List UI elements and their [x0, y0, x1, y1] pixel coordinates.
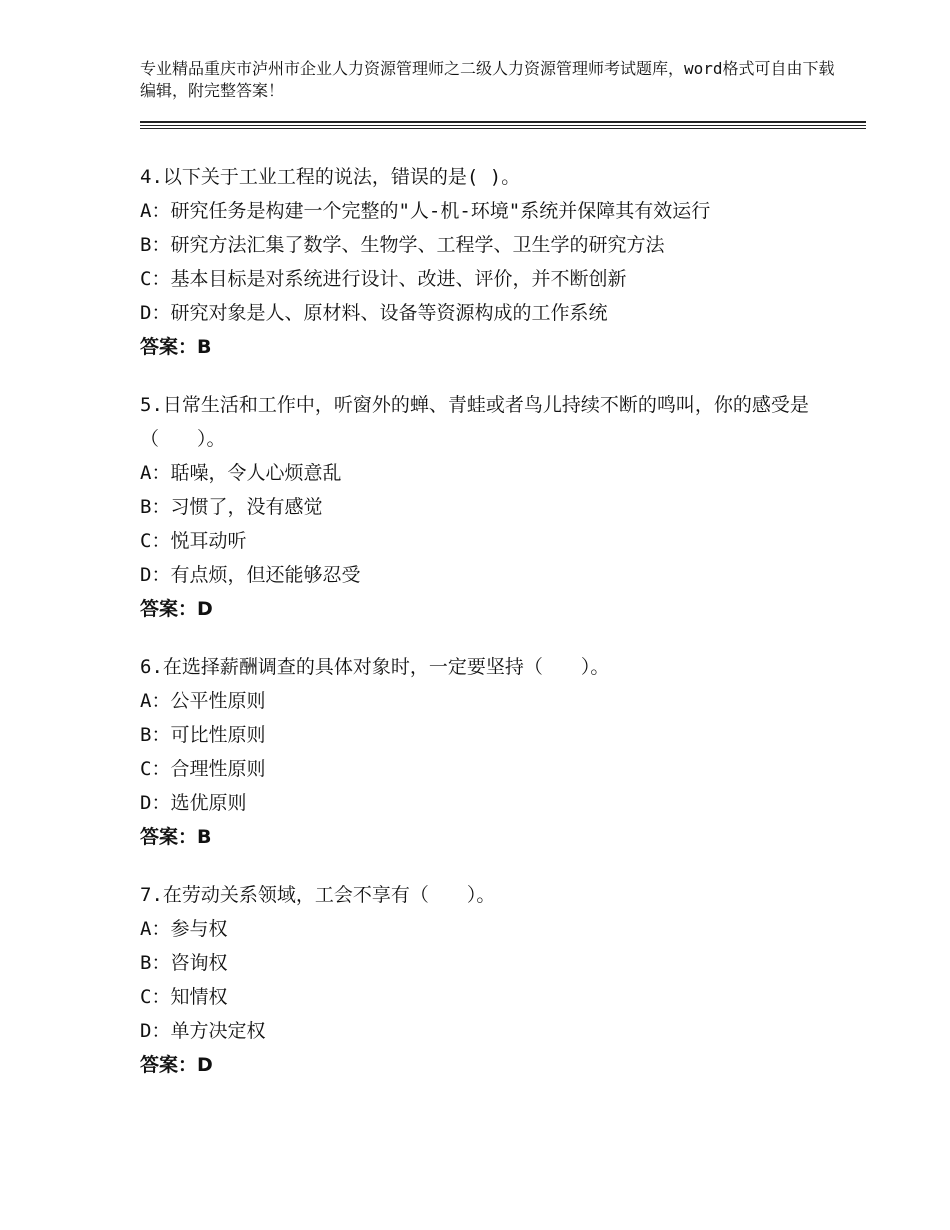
option-d: D：选优原则: [140, 792, 247, 814]
option-d: D：研究对象是人、原材料、设备等资源构成的工作系统: [140, 302, 608, 324]
option-c: C：基本目标是对系统进行设计、改进、评价，并不断创新: [140, 268, 627, 290]
question-block: [140, 878, 840, 1082]
header-divider: [140, 128, 866, 129]
option-c: C：合理性原则: [140, 758, 266, 780]
option-b: B：习惯了，没有感觉: [140, 496, 323, 518]
option-b: B：可比性原则: [140, 724, 266, 746]
question-text: 5.日常生活和工作中，听窗外的蝉、青蛙或者鸟儿持续不断的鸣叫，你的感受是（ ）。: [140, 394, 809, 450]
question-list: [140, 160, 840, 1106]
question-block: [140, 160, 840, 364]
option-b: B：咨询权: [140, 952, 228, 974]
question-text: 7.在劳动关系领域，工会不享有（ ）。: [140, 884, 496, 906]
header-divider: [140, 125, 866, 126]
option-a: A：参与权: [140, 918, 228, 940]
option-c: C：悦耳动听: [140, 530, 247, 552]
option-a: A：聒噪，令人心烦意乱: [140, 462, 342, 484]
option-a: A：研究任务是构建一个完整的"人-机-环境"系统并保障其有效运行: [140, 200, 711, 222]
question-text: 6.在选择薪酬调查的具体对象时，一定要坚持（ ）。: [140, 656, 610, 678]
option-b: B：研究方法汇集了数学、生物学、工程学、卫生学的研究方法: [140, 234, 665, 256]
answer-text: 答案：B: [140, 826, 212, 848]
question-block: [140, 388, 840, 626]
header-divider: [140, 121, 866, 123]
document-header: 专业精品重庆市泸州市企业人力资源管理师之二级人力资源管理师考试题库，word格式可自由下载编辑，附完整答案！: [140, 59, 835, 100]
answer-text: 答案：B: [140, 336, 212, 358]
question-text: 4.以下关于工业工程的说法，错误的是( )。: [140, 166, 521, 188]
option-d: D：有点烦，但还能够忍受: [140, 564, 361, 586]
answer-text: 答案：D: [140, 598, 213, 620]
question-block: [140, 650, 840, 854]
option-c: C：知情权: [140, 986, 228, 1008]
option-d: D：单方决定权: [140, 1020, 266, 1042]
option-a: A：公平性原则: [140, 690, 266, 712]
answer-text: 答案：D: [140, 1054, 213, 1076]
